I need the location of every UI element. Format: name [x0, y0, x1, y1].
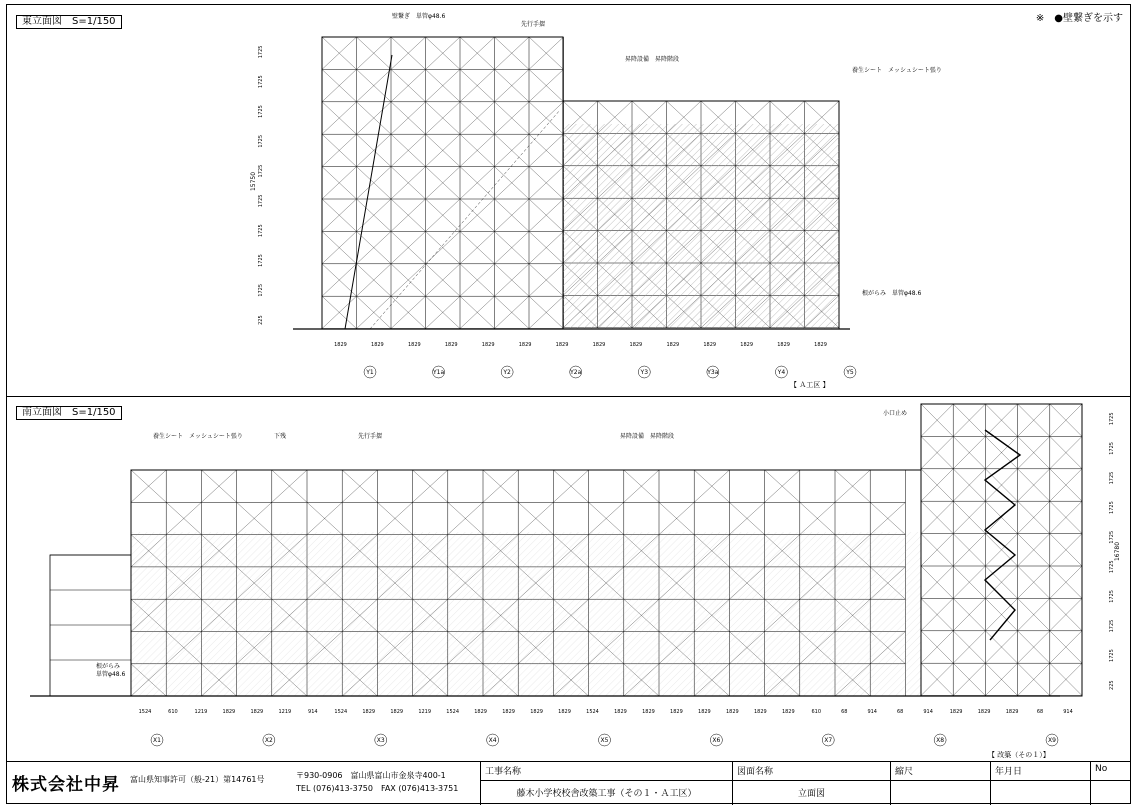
south-bay-dim-24: 610 [811, 709, 822, 715]
east-level-dim-4: 1725 [258, 164, 264, 178]
south-bay-dim-26: 914 [867, 709, 877, 715]
east-grid-marker-2: Y2 [503, 369, 511, 376]
south-bay-dim-23: 1829 [781, 709, 795, 715]
east-bay-dim-9: 1829 [666, 342, 680, 348]
east-grid-marker-4: Y3 [640, 369, 649, 376]
east-bay-dim-5: 1829 [518, 342, 532, 348]
south-bay-dim-16: 1524 [586, 709, 599, 715]
south-brace-pipe-note: 単管φ48.6 [96, 671, 126, 678]
south-bay-dim-15: 1829 [558, 709, 571, 715]
company-address [296, 769, 458, 795]
south-grid-marker-1: X2 [264, 737, 273, 744]
south-lower-note: 下残 [274, 433, 287, 440]
east-handrail-note: 先行手摺 [521, 21, 546, 28]
east-sheet-note: 養生シート メッシュシート張り [852, 67, 942, 74]
south-level-dim-6: 1725 [1109, 590, 1115, 603]
south-level-dim-8: 1725 [1109, 649, 1115, 662]
south-bay-dim-2: 1219 [194, 709, 208, 715]
contact-line: TEL (076)413-3750 FAX (076)413-3751 [296, 784, 459, 793]
section-divider [6, 396, 1131, 397]
scale-label: 縮尺 [895, 767, 914, 777]
company-name: 株式会社中昇 [12, 775, 120, 795]
no-label: No [1095, 764, 1108, 774]
east-grid-marker-5: Y3a [707, 369, 719, 376]
project-value: 藤木小学校校舎改築工事（その１・Ａ工区） [516, 789, 697, 799]
east-bay-dim-2: 1829 [407, 342, 421, 348]
south-bay-dim-6: 914 [308, 709, 318, 715]
south-bay-dim-32: 68 [1036, 709, 1044, 715]
south-stair-tower [921, 404, 1082, 696]
east-bay-dim-3: 1829 [444, 342, 458, 348]
south-bay-dim-18: 1829 [642, 709, 655, 715]
south-grid-marker-7: X8 [936, 737, 945, 744]
east-bay-dim-0: 1829 [334, 342, 347, 348]
south-grid-marker-6: X7 [824, 737, 833, 744]
south-zone-label: 【 改築（その１）】 [988, 751, 1050, 759]
east-level-dim-1: 1725 [258, 75, 264, 89]
east-overall-height: 15750 [250, 171, 258, 192]
south-bay-dim-25: 68 [841, 709, 848, 715]
east-grid-marker-7: Y5 [846, 369, 854, 376]
project-label: 工事名称 [485, 767, 522, 777]
south-view-label: 南立面図 S=1/150 [16, 406, 122, 420]
south-grid-marker-0: X1 [153, 737, 161, 744]
south-bay-dim-7: 1524 [334, 709, 348, 715]
east-level-dim-7: 1725 [258, 254, 264, 267]
south-bay-dim-33: 914 [1063, 709, 1073, 715]
east-scaffold-grid [293, 37, 850, 329]
south-bay-dim-10: 1219 [418, 709, 432, 715]
east-brace-note: 根がらみ 単管φ48.6 [862, 290, 922, 297]
south-bay-dim-1: 610 [168, 709, 178, 715]
south-overall-height: 16780 [1114, 541, 1122, 562]
south-small-opening-note: 小口止め [883, 410, 908, 417]
south-bay-dim-3: 1829 [222, 709, 236, 715]
south-level-dim-1: 1725 [1109, 442, 1115, 455]
south-bay-dim-29: 1829 [949, 709, 963, 715]
east-bay-dim-4: 1829 [481, 342, 495, 348]
south-sheet-note: 養生シート メッシュシート張り [153, 433, 243, 440]
south-bay-dim-22: 1829 [753, 709, 767, 715]
south-bay-dim-13: 1829 [502, 709, 515, 715]
south-bay-dim-8: 1829 [362, 709, 376, 715]
south-bay-dim-4: 1829 [250, 709, 264, 715]
drawing-value: 立面図 [797, 789, 825, 799]
south-bay-dim-31: 1829 [1005, 709, 1019, 715]
date-label: 年月日 [995, 767, 1023, 777]
east-tie-line [345, 55, 392, 329]
south-level-dim-5: 1725 [1109, 560, 1115, 574]
east-grid-marker-0: Y1 [366, 369, 374, 376]
east-bay-dim-11: 1829 [740, 342, 754, 348]
south-level-dim-3: 1725 [1109, 501, 1115, 514]
south-grid-marker-3: X4 [488, 737, 497, 744]
south-grid-marker-8: X9 [1048, 737, 1056, 744]
east-bay-dim-1: 1829 [371, 342, 384, 348]
east-level-dim-8: 1725 [258, 283, 264, 297]
east-bay-dim-6: 1829 [555, 342, 569, 348]
east-bay-dim-10: 1829 [703, 342, 717, 348]
south-brace-note: 根がらみ [96, 663, 121, 670]
south-bay-dim-9: 1829 [390, 709, 404, 715]
south-bay-dim-19: 1829 [670, 709, 683, 715]
south-level-dim-0: 1725 [1109, 412, 1115, 426]
east-level-dim-9: 225 [258, 315, 264, 325]
south-grid-marker-4: X5 [600, 737, 609, 744]
east-level-dim-6: 1725 [258, 224, 264, 238]
east-bay-dim-13: 1829 [814, 342, 827, 348]
south-bay-dim-14: 1829 [530, 709, 543, 715]
south-bay-dim-21: 1829 [726, 709, 739, 715]
east-grid-marker-1: Y1a [432, 369, 445, 376]
east-level-dim-0: 1725 [258, 45, 264, 59]
south-bay-dim-20: 1829 [698, 709, 711, 715]
south-grid-marker-5: X6 [712, 737, 721, 744]
east-bay-dim-8: 1829 [629, 342, 643, 348]
east-zone-label: 【 Ａ工区 】 [790, 381, 830, 389]
east-bay-dim-12: 1829 [777, 342, 790, 348]
south-bay-dim-17: 1829 [614, 709, 627, 715]
south-grid-marker-2: X3 [376, 737, 385, 744]
south-level-dim-9: 225 [1109, 680, 1115, 690]
east-level-dim-5: 1725 [258, 194, 264, 208]
east-stair-note: 昇降設備 昇降階段 [625, 56, 680, 63]
east-wall-tie-note: 壁繋ぎ 単管φ48.6 [392, 13, 446, 20]
east-level-dim-2: 1725 [258, 105, 264, 118]
east-level-dim-3: 1725 [258, 134, 264, 148]
east-bay-dim-7: 1829 [592, 342, 606, 348]
south-bay-dim-30: 1829 [977, 709, 991, 715]
south-bay-dim-11: 1524 [446, 709, 460, 715]
east-grid-marker-3: Y2a [570, 369, 582, 376]
east-view-label: 東立面図 S=1/150 [16, 15, 122, 29]
south-bay-dim-28: 914 [923, 709, 933, 715]
scale-cell [890, 762, 990, 805]
south-level-dim-4: 1725 [1109, 530, 1115, 544]
south-bay-dim-0: 1524 [138, 709, 152, 715]
drawing-label: 図面名称 [737, 767, 774, 777]
project-cell [480, 762, 732, 805]
drawing-cell [732, 762, 890, 805]
south-level-dim-7: 1725 [1109, 619, 1115, 633]
south-stair-note: 昇降設備 昇降階段 [620, 433, 675, 440]
south-bay-dim-5: 1219 [278, 709, 292, 715]
legend-note: ※ ●壁繋ぎを示す [1035, 13, 1123, 24]
south-handrail-note: 先行手摺 [358, 433, 383, 440]
date-cell [990, 762, 1090, 805]
south-bay-dim-27: 68 [897, 709, 904, 715]
east-grid-marker-6: Y4 [777, 369, 786, 376]
address-line: 〒930-0906 富山県富山市金泉寺400-1 [296, 771, 446, 780]
title-block [6, 761, 1131, 805]
tower-stair [985, 430, 1020, 640]
south-scaffold-grid [30, 470, 1060, 696]
no-cell [1090, 762, 1131, 805]
license-number: 富山県知事許可（般-21）第14761号 [130, 775, 265, 784]
south-bay-dim-12: 1829 [474, 709, 487, 715]
south-level-dim-2: 1725 [1109, 471, 1115, 485]
